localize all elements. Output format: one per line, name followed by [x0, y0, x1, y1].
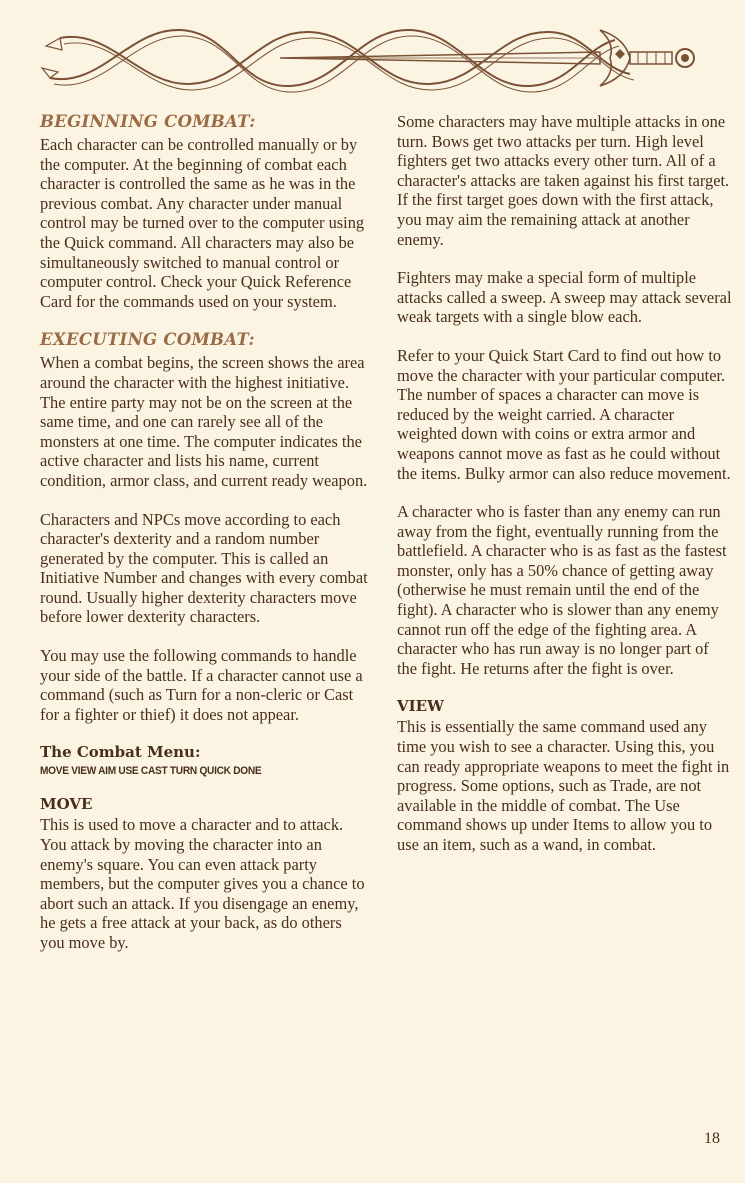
- executing-combat-paragraph-1: When a combat begins, the screen shows the area around the character with the highest initiative. The entire party may not be on the screen at the same time, and one can rarely see all of the monsters at one time. The computer indicates the active character and lists his name, current condition, armor class, and current ready weapon.: [40, 353, 368, 490]
- view-heading: VIEW: [397, 697, 444, 716]
- combat-menu-items: MOVE VIEW AIM USE CAST TURN QUICK DONE: [40, 765, 262, 778]
- run-away-paragraph: A character who is faster than any enemy can run away from the fight, eventually running from the battlefield. A character who is as fast as the fastest monster, only has a 50% chance of getting away (otherwise he must remain until the end of the fight). A character who is slower than any enemy cannot run off the edge of the fighting area. A character who has run away is no longer part of the fight. He returns after the fight is over.: [397, 502, 727, 678]
- left-column: [40, 112, 370, 972]
- combat-menu-heading: The Combat Menu:: [40, 743, 201, 762]
- executing-combat-paragraph-3: You may use the following commands to handle your side of the battle. If a character cannot use a command (such as Turn for a non-cleric or Cast for a fighter or thief) it does not appear.: [40, 646, 363, 724]
- sweep-paragraph: Fighters may make a special form of multiple attacks called a sweep. A sweep may attack several weak targets with a single blow each.: [397, 268, 732, 327]
- movement-paragraph: Refer to your Quick Start Card to find out how to move the character with your particular computer. The number of spaces a character can move is reduced by the weight carried. A character weighted down with coins or extra armor and weapons cannot move as fast as he could without the items. Bulky armor can also reduce movement.: [397, 345, 731, 483]
- beginning-combat-text: Each character can be controlled manually or by the computer. At the beginning of combat each character is controlled the same as he was in the previous combat. Any character under manual control may be turned over to the computer using the Quick command. All characters may also be simultaneously switched to manual control or computer control. Check your Quick Reference Card for the commands used on your system.: [40, 135, 365, 311]
- beginning-combat-heading: BEGINNING COMBAT:: [40, 112, 256, 131]
- page-number: 18: [704, 1130, 720, 1147]
- executing-combat-heading: EXECUTING COMBAT:: [40, 330, 255, 350]
- sword-ribbon-ornament: [40, 8, 730, 108]
- executing-combat-paragraph-2: Characters and NPCs move according to each character's dexterity and a random number generated by the computer. This is called an Initiative Number and changes with every combat round. Usually higher dexterity characters move before lower dexterity characters.: [40, 509, 368, 627]
- right-column: [397, 112, 732, 874]
- move-text: This is used to move a character and to attack. You attack by moving the character into an enemy's square. You can even attack party members, but the computer gives you a chance to abort such an attack. If you disengage an enemy, he gets a free attack at your back, as do others you move by.: [40, 815, 365, 952]
- multiple-attacks-paragraph: Some characters may have multiple attacks in one turn. Bows get two attacks per turn. High level fighters get two attacks every other turn. All of a character's attacks are taken against his first target. If the first target goes down with the first attack, you may aim the remaining attack at another enemy.: [397, 112, 730, 249]
- view-text: This is essentially the same command used any time you wish to see a character. Using this, you can ready appropriate weapons to meet the fight in progress. Some options, such as Trade, are not available in the middle of combat. The Use command shows up under Items to allow you to use an item, such as a wand, in combat.: [397, 717, 730, 854]
- move-heading: MOVE: [40, 795, 93, 814]
